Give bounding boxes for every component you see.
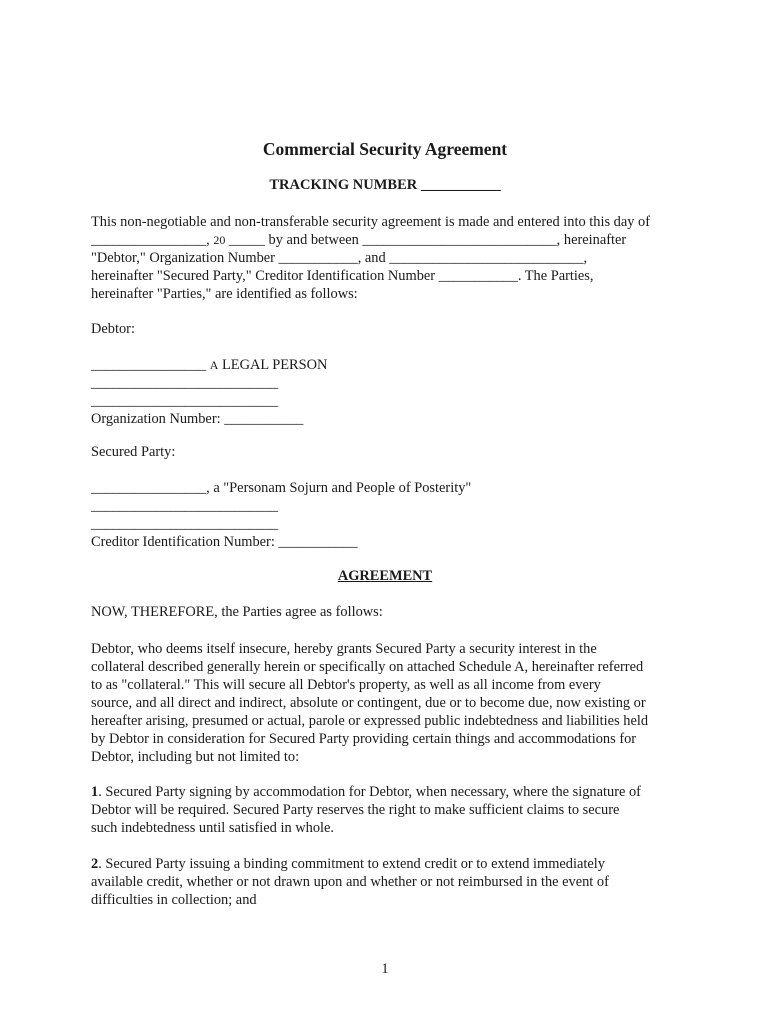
grant-line: by Debtor in consideration for Secured Party providing certain things and accommodations for [91,731,637,747]
secured-party-block [91,479,691,551]
secured-party-blank-line: __________________________ [91,516,279,532]
intro-line: ________________, 20 _____ by and between ___________________________, hereinafter [91,232,627,248]
intro-line: hereinafter "Parties," are identified as follows: [91,286,358,302]
intro-line: "Debtor," Organization Number ___________, and ___________________________, [91,250,588,266]
document-title: Commercial Security Agreement [262,139,508,159]
grant-paragraph [91,640,691,766]
item-1-number: 1 [91,784,99,800]
item-1-line: Debtor will be required. Secured Party reserves the right to make sufficient claims to secure [91,802,620,818]
item-2-number: 2 [91,856,99,872]
grant-line: to as "collateral." This will secure all Debtor's property, as well as all income from every [91,677,601,693]
intro-paragraph [91,213,691,303]
item-1 [91,783,691,837]
item-2-line: difficulties in collection; and [91,892,257,908]
debtor-blank-line: __________________________ [91,375,279,391]
debtor-label: Debtor: [91,321,135,337]
grant-line: hereafter arising, presumed or actual, parole or expressed public indebtedness and liabilities held [91,713,649,729]
item-2-line: available credit, whether or not drawn upon and whether or not reimbursed in the event of [91,874,609,890]
debtor-blank-line: __________________________ [91,393,279,409]
secured-party-name-line: ________________, a "Personam Sojurn and People of Posterity" [91,480,472,496]
page-number: 1 [381,961,389,977]
grant-line: Debtor, including but not limited to: [91,749,300,765]
grant-line: Debtor, who deems itself insecure, hereby grants Secured Party a security interest in the [91,641,597,657]
creditor-identification-number: Creditor Identification Number: ___________ [91,534,358,550]
secured-party-blank-line: __________________________ [91,498,279,514]
item-1-line: such indebtedness until satisfied in whole. [91,820,335,836]
year-prefix: 20 [213,233,226,247]
grant-line: source, and all direct and indirect, absolute or contingent, due or to become due, now existing or [91,695,646,711]
debtor-block [91,356,691,428]
secured-party-label: Secured Party: [91,444,176,460]
grant-line: collateral described generally herein or specifically on attached Schedule A, hereinafter referred [91,659,644,675]
item-2-line: 2. Secured Party issuing a binding commitment to extend credit or to extend immediately [91,856,605,872]
item-1-line: 1. Secured Party signing by accommodation for Debtor, when necessary, where the signature of [91,784,641,800]
intro-line: This non-negotiable and non-transferable security agreement is made and entered into this day of [91,214,651,230]
debtor-name-line: ________________ A LEGAL PERSON [91,357,328,373]
tracking-number: TRACKING NUMBER ___________ [269,177,501,193]
intro-line: hereinafter "Secured Party," Creditor Identification Number ___________. The Parties, [91,268,594,284]
debtor-organization-number: Organization Number: ___________ [91,411,304,427]
agreement-heading: AGREEMENT [337,568,433,584]
item-2 [91,855,691,909]
now-therefore-line: NOW, THEREFORE, the Parties agree as follows: [91,604,383,620]
